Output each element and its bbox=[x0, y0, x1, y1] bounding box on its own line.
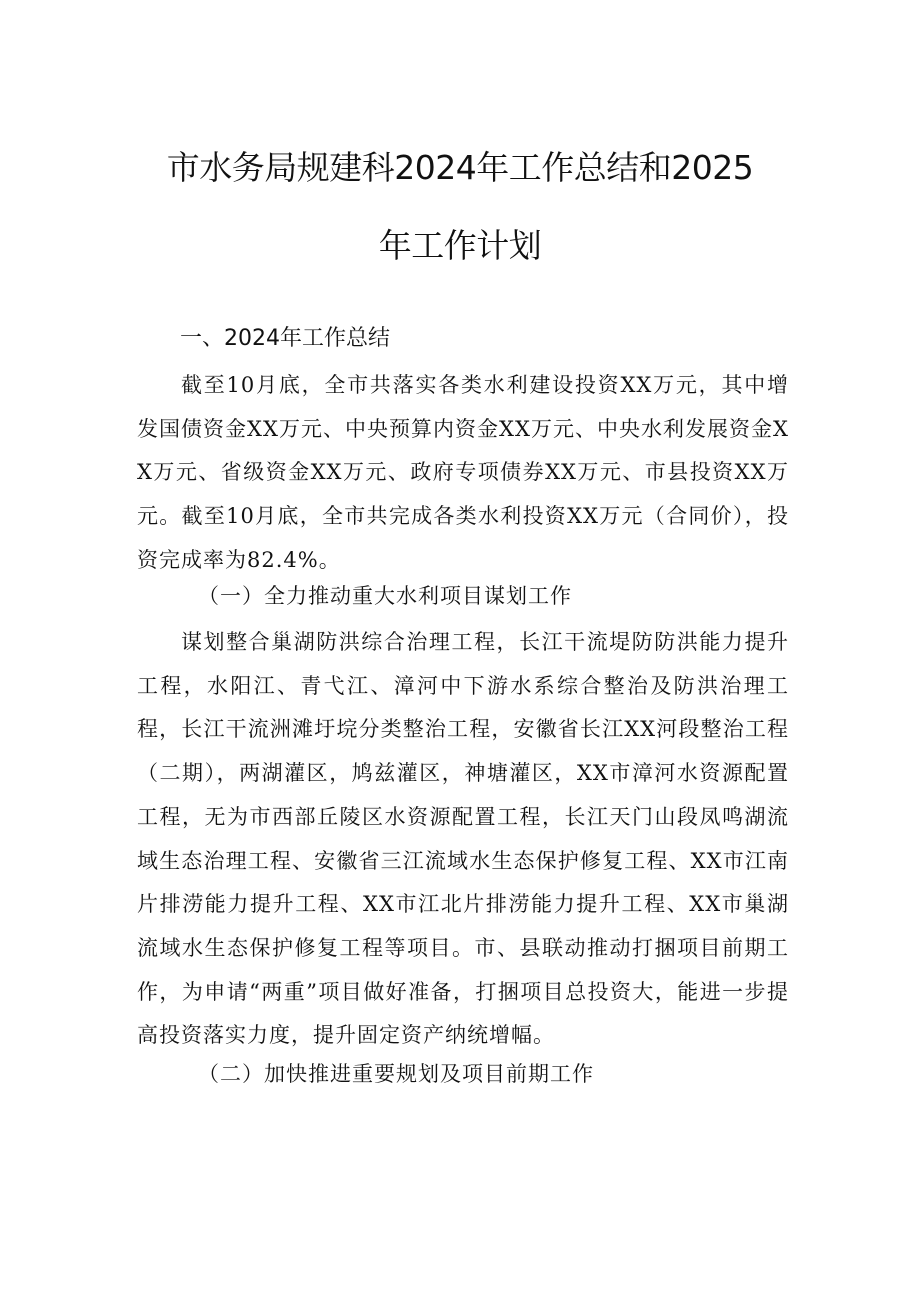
subsection-1-paragraph: 谋划整合巢湖防洪综合治理工程，长江干流堤防防洪能力提升工程，水阳江、青弋江、漳河中下游水系综合整治及防洪治理工程，长江干流洲滩圩垸分类整治工程，安徽省长江XX河段整治工程（二期），两湖灌区，鸠兹灌区，神塘灌区，XX市漳河水资源配置工程，无为市西部丘陵区水资源配置工程，长江天门山段凤鸣湖流域生态治理工程、安徽省三江流域水生态保护修复工程、XX市江南片排涝能力提升工程、XX市江北片排涝能力提升工程、XX市巢湖流域水生态保护修复工程等项目。市、县联动推动打捆项目前期工作，为申请“两重”项目做好准备，打捆项目总投资大，能进一步提高投资落实力度，提升固定资产纳统增幅。 bbox=[137, 630, 789, 1048]
document-title-line-1: 市水务局规建科2024年工作总结和2025 bbox=[166, 148, 754, 187]
section-1-paragraph: 截至10月底，全市共落实各类水利建设投资XX万元，其中增发国债资金XX万元、中央预算内资金XX万元、中央水利发展资金XX万元、省级资金XX万元、政府专项债券XX万元、市县投资XX万元。截至10月底，全市共完成各类水利投资XX万元（合同价），投资完成率为82.4%。 bbox=[137, 373, 789, 572]
subsection-1-heading: （一）全力推动重大水利项目谋划工作 bbox=[198, 584, 572, 608]
section-1-heading: 一、2024年工作总结 bbox=[180, 326, 390, 351]
subsection-2-heading: （二）加快推进重要规划及项目前期工作 bbox=[198, 1062, 594, 1086]
document-title-line-2: 年工作计划 bbox=[378, 226, 542, 265]
